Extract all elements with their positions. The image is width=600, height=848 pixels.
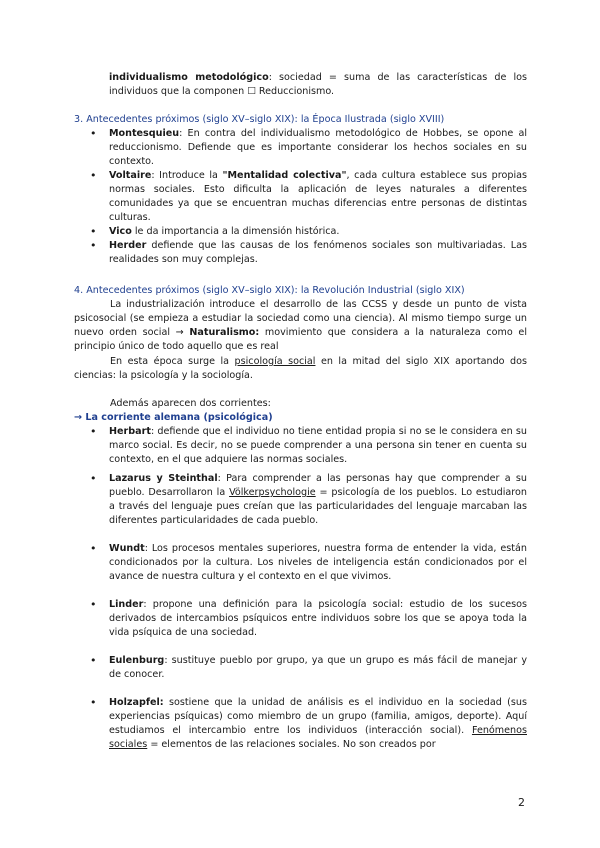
german-list-4 <box>109 598 527 640</box>
term-individualismo: individualismo metodológico <box>109 72 269 83</box>
section-4-paragraph-2: En esta época surge la psicología social en la mitad del siglo XIX aportando dos ciencias: la psicología y la sociología. <box>74 356 527 381</box>
section-3-heading: 3. Antecedentes próximos (siglo XV–siglo XIX): la Época Ilustrada (siglo XVIII) <box>74 114 445 125</box>
section-4-paragraph-3: Además aparecen dos corrientes: <box>110 398 271 409</box>
german-list-6 <box>109 696 527 752</box>
list-item-eulenburg: • Eulenburg: sustituye pueblo por grupo, ya que un grupo es más fácil de manejar y de conocer. <box>109 654 527 682</box>
section-4-paragraph-1: La industrialización introduce el desarrollo de las CCSS y desde un punto de vista psicosocial (se empieza a estudiar la sociedad como una ciencia). Al mismo tiempo surge un nuevo orden social → Naturalismo: movimiento que considera a la naturaleza como el principio único de todo aquello que es real <box>74 299 527 352</box>
list-item: • Vico le da importancia a la dimensión histórica. <box>109 225 527 239</box>
list-item-herbart: • Herbart: defiende que el individuo no tiene entidad propia si no se le considera en su marco social. Es decir, no se puede comprender a una persona sin tener en cuenta su contexto, en el que adquiere las normas sociales. <box>109 425 527 467</box>
list-item-lazarus: • Lazarus y Steinthal: Para comprender a las personas hay que comprender a su pueblo. Desarrollaron la Völkerpsychologie = psicología de los pueblos. Lo estudiaron a través del lenguaje pues creían que las particularidades del lenguaje marcaban las diferentes particularidades de cada pueblo. <box>109 472 527 528</box>
german-list-1 <box>109 425 527 467</box>
section-4-heading: 4. Antecedentes próximos (siglo XV–siglo XIX): la Revolución Industrial (siglo XIX) <box>74 285 465 296</box>
german-list-3 <box>109 542 527 584</box>
german-list-5 <box>109 654 527 682</box>
page-number: 2 <box>518 796 525 809</box>
list-item-linder: • Linder: propone una definición para la psicología social: estudio de los sucesos derivados de intercambios psíquicos entre individuos sobre los que se apoya toda la vida psíquica de una sociedad. <box>109 598 527 640</box>
list-item: • Voltaire: Introduce la "Mentalidad colectiva", cada cultura establece sus propias normas sociales. Esto dificulta la aplicación de leyes naturales a diferentes comunidades ya que se encuentran muchas diferencias entre personas de distintas culturas. <box>109 169 527 225</box>
german-list-2 <box>109 472 527 528</box>
intro-paragraph: individualismo metodológico: sociedad = suma de las características de los individuos que la componen ☐ Reduccionismo. <box>109 72 528 97</box>
list-item-holzapfel: • Holzapfel: sostiene que la unidad de análisis es el individuo en la sociedad (sus experiencias psíquicas) como miembro de un grupo (familia, amigos, deporte). Aquí estudiamos el intercambio entre los individuos (interacción social). Fenómenos sociales = elementos de las relaciones sociales. No son creados por <box>109 696 527 752</box>
list-item-wundt: • Wundt: Los procesos mentales superiores, nuestra forma de entender la vida, están condicionados por la cultura. Los niveles de inteligencia están condicionados por el avance de nuestra cultura y el contexto en el que vivimos. <box>109 542 527 584</box>
list-item: • Herder defiende que las causas de los fenómenos sociales son multivariadas. Las realidades son muy complejas. <box>109 239 527 267</box>
german-current-heading: → La corriente alemana (psicológica) <box>74 412 273 423</box>
list-item: • Montesquieu: En contra del individualismo metodológico de Hobbes, se opone al reduccionismo. Defiende que es importante considerar los hechos sociales en su contexto. <box>109 127 527 169</box>
section-3-list <box>109 127 527 267</box>
